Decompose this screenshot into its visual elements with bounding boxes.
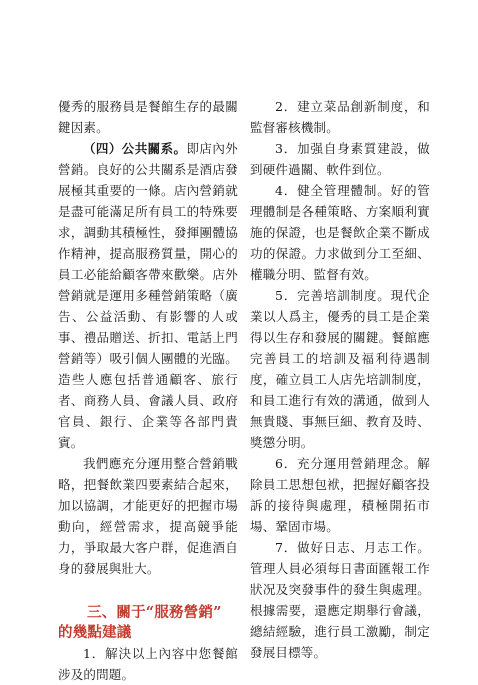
suggestion-3: 3．加强自身素質建設，做到硬件過關、軟件到位。: [250, 141, 430, 177]
suggestion-4: 4．健全管理體制。好的管理體制是各種策略、方案順利實施的保證，也是餐飲企業不斷成功的保證。力求做到分工至細、權職分明、監督有效。: [250, 183, 430, 282]
paragraph-integrated-marketing: 我們應充分運用整合營銷戰略，把餐飲業四要素結合起來，加以協調，才能更好的把握市場動向，經營需求，提高競爭能力，爭取最大客户群，促進酒自身的發展與壯大。: [58, 456, 238, 576]
right-column: [250, 96, 430, 663]
section-heading-line1: 三、關于“服務營銷”: [87, 604, 222, 621]
section-lead-public-relations: （四）公共關系。: [83, 141, 187, 156]
paragraph-public-relations: [58, 138, 238, 453]
paragraph-body: 即店內外營銷。良好的公共關系是酒店發展極其重要的一條。店內營銷就是盡可能滿足所有員工的特殊要求，調動其積極性，發揮團體協作精神，提高服務質量，開心的員工必能給顧客帶來歡樂。店外營銷就是運用多種營銷策略（廣告、公益活動、有影響的人或事、禮品贈送、折扣、電話上門營銷等）吸引個人團體的光臨。造些人應包括普通顧客、旅行者、商務人員、會議人員、政府官員、銀行、企業等各部門貴賓。: [58, 141, 238, 450]
suggestion-6: 6．充分運用營銷理念。解除員工思想包袱，把握好顧客投訴的接待與處理，積極開拓市場、鞏固市場。: [250, 456, 430, 534]
section-heading-line2: 的幾點建議: [58, 624, 132, 641]
suggestion-1: 1．解決以上內容中您餐館涉及的問題。: [58, 646, 238, 682]
suggestion-7: 7．做好日志、月志工作。管理人員必須每日書面匯報工作狀况及突發事件的發生與處理。根據需要，還應定期舉行會議，總結經驗，進行員工激勵，制定發展目標等。: [250, 540, 430, 660]
left-column: [58, 96, 238, 685]
paragraph-continued: 優秀的服務員是餐館生存的最關鍵因素。: [58, 99, 238, 135]
section-heading: [58, 603, 238, 643]
suggestion-5: 5．完善培訓制度。現代企業以人爲主，優秀的員工是企業得以生存和發展的關鍵。餐館應完善員工的培訓及福利待遇制度，確立員工人店先培訓制度，和員工進行有效的溝通，做到人無貴賤、事無巨細、教育及時、獎懲分明。: [250, 288, 430, 450]
suggestion-2: 2．建立菜品創新制度，和監督審核機制。: [250, 99, 430, 135]
